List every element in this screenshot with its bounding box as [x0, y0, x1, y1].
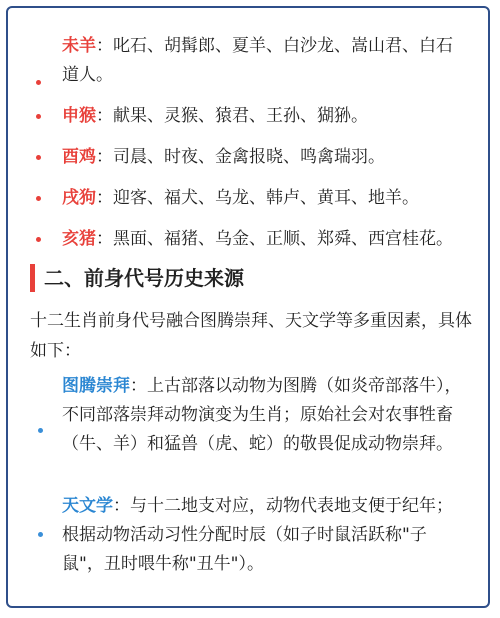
zodiac-name: 酉鸡: [62, 147, 96, 167]
list-item: 亥猪：黑面、福猪、乌金、正顺、郑舜、西宫桂花。: [8, 225, 488, 254]
list-item: 申猴：献果、灵猴、猿君、王孙、猢狲。: [8, 102, 488, 131]
source-name: 天文学: [62, 496, 113, 516]
list-item: 天文学：与十二地支对应，动物代表地支便于纪年；根据动物活动习性分配时辰（如子时鼠活跃称"子鼠"，丑时喂牛称"丑牛"）。: [8, 492, 488, 579]
content-card: [6, 6, 490, 608]
zodiac-name: 申猴: [62, 106, 96, 126]
zodiac-list: [8, 32, 488, 266]
source-description: 与十二地支对应，动物代表地支便于纪年；根据动物活动习性分配时辰（如子时鼠活跃称"子鼠"，丑时喂牛称"丑牛"）。: [62, 496, 453, 574]
zodiac-name: 亥猪: [62, 229, 96, 249]
source-name: 图腾崇拜: [62, 376, 130, 396]
list-item: 未羊：叱石、胡髯郎、夏羊、白沙龙、嵩山君、白石道人。: [8, 32, 488, 90]
list-item: 酉鸡：司晨、时夜、金禽报晓、鸣禽瑞羽。: [8, 143, 488, 172]
zodiac-name: 戌狗: [62, 188, 96, 208]
section-accent-bar: [30, 264, 35, 292]
section-title: 二、前身代号历史来源: [44, 266, 244, 290]
bullet-dot: [36, 155, 41, 160]
list-item: 图腾崇拜：上古部落以动物为图腾（如炎帝部落牛），不同部落崇拜动物演变为生肖；原始社会对农事牲畜（牛、羊）和猛兽（虎、蛇）的敬畏促成动物崇拜。: [8, 372, 488, 459]
intro-paragraph: 十二生肖前身代号融合图腾崇拜、天文学等多重因素，具体如下：: [30, 311, 472, 361]
list-item: 戌狗：迎客、福犬、乌龙、韩卢、黄耳、地羊。: [8, 184, 488, 213]
bullet-dot: [36, 114, 41, 119]
zodiac-codes: 献果、灵猴、猿君、王孙、猢狲。: [113, 106, 368, 126]
source-list: [8, 492, 488, 579]
source-list: [8, 372, 488, 459]
bullet-dot: [36, 80, 41, 85]
source-description: 上古部落以动物为图腾（如炎帝部落牛），不同部落崇拜动物演变为生肖；原始社会对农事牲畜（牛、羊）和猛兽（虎、蛇）的敬畏促成动物崇拜。: [62, 376, 462, 454]
bullet-dot: [36, 237, 41, 242]
section-heading: [30, 260, 470, 296]
zodiac-codes: 司晨、时夜、金禽报晓、鸣禽瑞羽。: [113, 147, 385, 167]
bullet-dot: [36, 196, 41, 201]
zodiac-codes: 迎客、福犬、乌龙、韩卢、黄耳、地羊。: [113, 188, 419, 208]
bullet-dot: [38, 532, 43, 537]
zodiac-name: 未羊: [62, 36, 96, 56]
zodiac-codes: 叱石、胡髯郎、夏羊、白沙龙、嵩山君、白石道人。: [62, 36, 453, 85]
zodiac-codes: 黑面、福猪、乌金、正顺、郑舜、西宫桂花。: [113, 229, 453, 249]
bullet-dot: [38, 428, 43, 433]
